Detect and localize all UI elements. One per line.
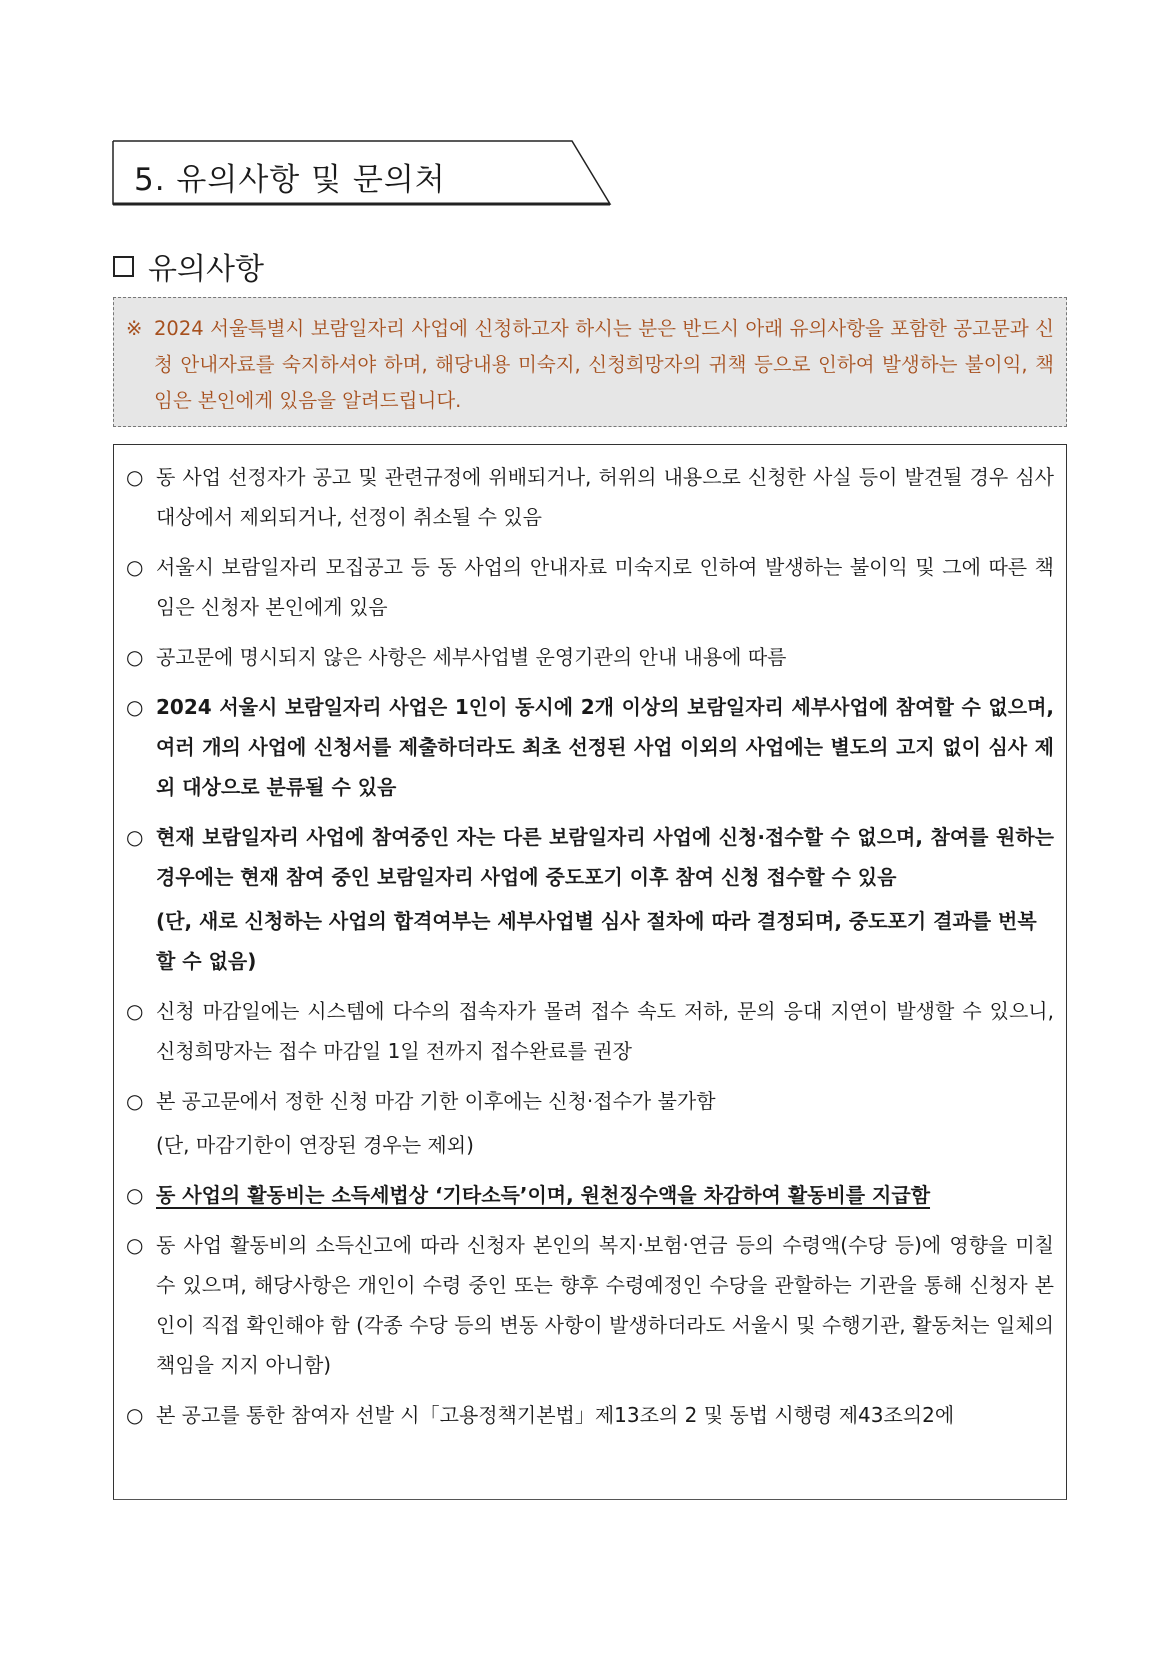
rule-note	[126, 1125, 1054, 1165]
rule-text: 2024 서울시 보람일자리 사업은 1인이 동시에 2개 이상의 보람일자리 세부사업에 참여할 수 없으며, 여러 개의 사업에 신청서를 제출하더라도 최초 선정된 사업 이외의 사업에는 별도의 고지 없이 심사 제외 대상으로 분류될 수 있음	[156, 695, 1054, 799]
rule-item	[126, 991, 1054, 1071]
circle-bullet-icon: ○	[126, 555, 144, 579]
rule-note	[126, 901, 1054, 981]
rule-item	[126, 1081, 1054, 1121]
rule-text: 현재 보람일자리 사업에 참여중인 자는 다른 보람일자리 사업에 신청·접수할 수 없으며, 참여를 원하는 경우에는 현재 참여 중인 보람일자리 사업에 중도포기 이후 참여 신청 접수할 수 있음	[156, 825, 1054, 889]
circle-bullet-icon: ○	[126, 465, 144, 489]
rule-text: 공고문에 명시되지 않은 사항은 세부사업별 운영기관의 안내 내용에 따름	[156, 645, 787, 669]
rule-item	[126, 1225, 1054, 1385]
rule-text: 동 사업 선정자가 공고 및 관련규정에 위배되거나, 허위의 내용으로 신청한 사실 등이 발견될 경우 심사대상에서 제외되거나, 선정이 취소될 수 있음	[156, 465, 1054, 529]
section-title-label: 5. 유의사항 및 문의처	[134, 162, 446, 198]
notice-box	[113, 297, 1067, 427]
circle-bullet-icon: ○	[126, 999, 144, 1023]
rule-text: 동 사업의 활동비는 소득세법상 ‘기타소득’이며, 원천징수액을 차감하여 활동비를 지급함	[156, 1183, 931, 1207]
circle-bullet-icon: ○	[126, 1183, 144, 1207]
subheading-label: 유의사항	[148, 252, 264, 287]
rule-note-text: (단, 새로 신청하는 사업의 합격여부는 세부사업별 심사 절차에 따라 결정되며, 중도포기 결과를 번복할 수 없음)	[156, 909, 1037, 973]
rule-text: 본 공고를 통한 참여자 선발 시「고용정책기본법」제13조의 2 및 동법 시행령 제43조의2에	[156, 1403, 955, 1427]
rule-text: 서울시 보람일자리 모집공고 등 동 사업의 안내자료 미숙지로 인하여 발생하는 불이익 및 그에 따른 책임은 신청자 본인에게 있음	[156, 555, 1054, 619]
rule-item	[126, 457, 1054, 537]
rule-item	[126, 637, 1054, 677]
circle-bullet-icon: ○	[126, 1403, 144, 1427]
section-title	[112, 140, 632, 206]
rule-item	[126, 547, 1054, 627]
notice-text: 2024 서울특별시 보람일자리 사업에 신청하고자 하시는 분은 반드시 아래 유의사항을 포함한 공고문과 신청 안내자료를 숙지하셔야 하며, 해당내용 미숙지, 신청희망자의 귀책 등으로 인하여 발생하는 불이익, 책임은 본인에게 있음을 알려드립니다.	[154, 317, 1054, 412]
rule-text: 신청 마감일에는 시스템에 다수의 접속자가 몰려 접수 속도 저하, 문의 응대 지연이 발생할 수 있으니, 신청희망자는 접수 마감일 1일 전까지 접수완료를 권장	[156, 999, 1054, 1063]
circle-bullet-icon: ○	[126, 695, 144, 719]
rule-text: 동 사업 활동비의 소득신고에 따라 신청자 본인의 복지·보험·연금 등의 수령액(수당 등)에 영향을 미칠 수 있으며, 해당사항은 개인이 수령 중인 또는 향후 수령예정인 수당을 관할하는 기관을 통해 신청자 본인이 직접 확인해야 함 (각종 수당 등의 변동 사항이 발생하더라도 서울시 및 수행기관, 활동처는 일체의 책임을 지지 아니함)	[156, 1233, 1054, 1377]
rule-note-text: (단, 마감기한이 연장된 경우는 제외)	[156, 1133, 474, 1157]
checkbox-square-icon	[113, 256, 134, 277]
circle-bullet-icon: ○	[126, 1233, 144, 1257]
circle-bullet-icon: ○	[126, 1089, 144, 1113]
reference-mark-icon: ※	[126, 317, 143, 340]
rule-text: 본 공고문에서 정한 신청 마감 기한 이후에는 신청·접수가 불가함	[156, 1089, 716, 1113]
subheading	[113, 244, 264, 288]
rule-item	[126, 1395, 1054, 1435]
circle-bullet-icon: ○	[126, 645, 144, 669]
rules-box	[113, 444, 1067, 1500]
rule-item	[126, 687, 1054, 807]
rule-item	[126, 1175, 1054, 1215]
rule-item	[126, 817, 1054, 897]
circle-bullet-icon: ○	[126, 825, 144, 849]
